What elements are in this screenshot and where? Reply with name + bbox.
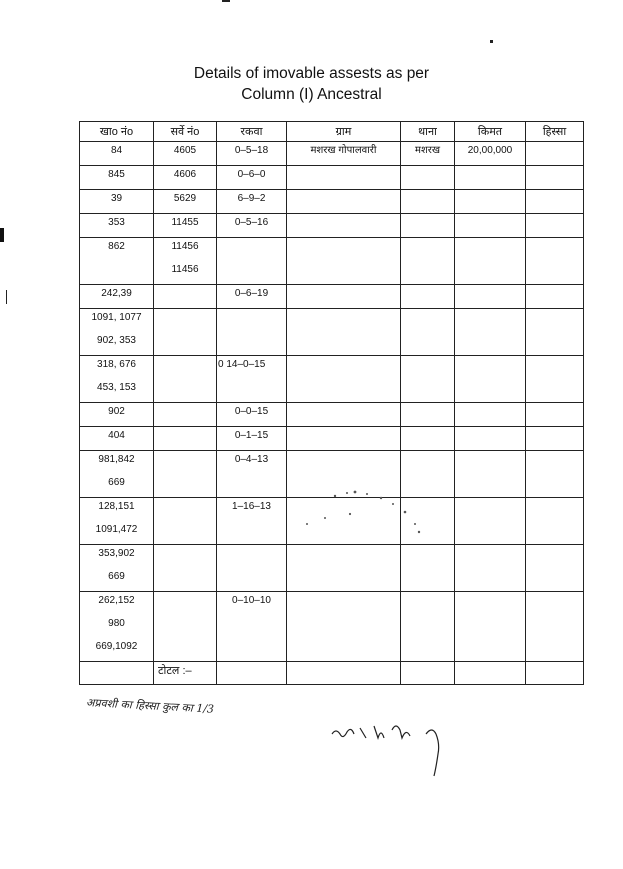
cell-line [287, 568, 400, 591]
cell-line [526, 592, 583, 615]
cell-line [455, 190, 525, 213]
cell-line: 453, 153 [97, 382, 136, 393]
document-title [0, 63, 623, 105]
table-cell [80, 309, 154, 356]
cell-line: 128,151 [98, 501, 135, 512]
table-cell [154, 238, 217, 285]
cell-line: मशरख गोपालवारी [310, 145, 377, 156]
total-cell-5 [401, 662, 455, 685]
table-row [80, 427, 584, 451]
cell-line [154, 356, 216, 379]
cell-line [455, 638, 525, 661]
cell-line: 981,842 [98, 454, 135, 465]
table-cell [217, 285, 287, 309]
table-cell [80, 545, 154, 592]
table-row [80, 592, 584, 662]
cell-line [401, 238, 454, 261]
cell-line [455, 214, 525, 237]
cell-line [401, 568, 454, 591]
cell-line [455, 545, 525, 568]
cell-line [526, 379, 583, 402]
cell-line [526, 451, 583, 474]
cell-line [287, 332, 400, 355]
cell-line [287, 545, 400, 568]
cell-line [401, 190, 454, 213]
table-cell [154, 356, 217, 403]
header-rakba: रकवा [217, 122, 287, 142]
table-cell [455, 592, 526, 662]
table-cell [154, 545, 217, 592]
cell-line [154, 521, 216, 544]
table-cell [217, 190, 287, 214]
table-cell [80, 166, 154, 190]
cell-line: 669 [108, 477, 125, 488]
cell-line: 353 [108, 217, 125, 228]
table-cell [526, 214, 584, 238]
cell-line: 6–9–2 [237, 193, 266, 204]
cell-line [154, 285, 216, 308]
cell-line [526, 568, 583, 591]
cell-line [455, 309, 525, 332]
header-hissa: हिस्सा [526, 122, 584, 142]
cell-line: 84 [110, 145, 123, 156]
table-cell [287, 166, 401, 190]
cell-line [455, 403, 525, 426]
cell-line [401, 615, 454, 638]
cell-line [455, 474, 525, 497]
cell-line [455, 238, 525, 261]
table-cell [154, 166, 217, 190]
cell-line [217, 545, 286, 568]
cell-line [287, 427, 400, 450]
cell-line [217, 238, 286, 261]
cell-line: 902, 353 [97, 335, 136, 346]
cell-line [287, 356, 400, 379]
cell-line: 39 [110, 193, 123, 204]
table-cell [526, 403, 584, 427]
cell-line: 0–5–16 [234, 217, 269, 228]
header-gram: ग्राम [287, 122, 401, 142]
table-cell [217, 451, 287, 498]
cell-line [154, 427, 216, 450]
table-cell [80, 214, 154, 238]
table-cell [80, 403, 154, 427]
table-cell [217, 166, 287, 190]
table-cell [217, 214, 287, 238]
cell-line [401, 379, 454, 402]
cell-line [217, 474, 286, 497]
total-empty-cell [80, 662, 154, 685]
table-row [80, 356, 584, 403]
cell-line [401, 592, 454, 615]
cell-line [287, 403, 400, 426]
cell-line [154, 474, 216, 497]
table-cell [455, 309, 526, 356]
scan-speck [222, 0, 230, 2]
cell-line [154, 545, 216, 568]
table-cell [455, 427, 526, 451]
table-cell [526, 238, 584, 285]
table-cell [287, 214, 401, 238]
cell-line [526, 545, 583, 568]
table-cell [217, 356, 287, 403]
total-row [80, 662, 584, 685]
table-cell [401, 142, 455, 166]
table-cell [287, 403, 401, 427]
faint-stamp [295, 488, 435, 548]
cell-line: 11455 [171, 217, 199, 228]
table-cell [455, 498, 526, 545]
table-cell [154, 427, 217, 451]
cell-line: 5629 [173, 193, 197, 204]
cell-line: मशरख [414, 145, 441, 156]
cell-line: 0–6–0 [237, 169, 266, 180]
cell-line [526, 166, 583, 189]
cell-line [401, 451, 454, 474]
table-cell [80, 498, 154, 545]
cell-line [401, 403, 454, 426]
table-cell [455, 214, 526, 238]
cell-line: 845 [108, 169, 125, 180]
cell-line: 1–16–13 [232, 501, 271, 512]
table-row [80, 403, 584, 427]
cell-line [526, 142, 583, 165]
table-cell [526, 498, 584, 545]
table-body [80, 142, 584, 662]
table-cell [217, 427, 287, 451]
cell-line: 0–0–15 [234, 406, 269, 417]
cell-line [526, 498, 583, 521]
table-cell [80, 427, 154, 451]
scan-speck [6, 290, 7, 304]
cell-line [526, 474, 583, 497]
table-row [80, 545, 584, 592]
cell-line [217, 638, 286, 661]
cell-line: 1091, 1077 [91, 312, 142, 323]
cell-line [401, 214, 454, 237]
table-row [80, 285, 584, 309]
cell-line [217, 261, 286, 284]
cell-line [455, 427, 525, 450]
cell-line [287, 592, 400, 615]
cell-line [401, 356, 454, 379]
header-thana: थाना [401, 122, 455, 142]
table-cell [401, 166, 455, 190]
cell-line [401, 261, 454, 284]
total-cell-7 [526, 662, 584, 685]
cell-line [455, 568, 525, 591]
table-cell [455, 403, 526, 427]
table-cell [401, 545, 455, 592]
table-cell [455, 238, 526, 285]
table-cell [154, 190, 217, 214]
cell-line [455, 356, 525, 379]
table-cell [80, 190, 154, 214]
table-row [80, 190, 584, 214]
cell-line [455, 592, 525, 615]
total-cell-6 [455, 662, 526, 685]
table-row [80, 214, 584, 238]
cell-line [154, 403, 216, 426]
cell-line [287, 166, 400, 189]
cell-line [154, 309, 216, 332]
cell-line: 4606 [173, 169, 197, 180]
cell-line [526, 356, 583, 379]
table-cell [80, 142, 154, 166]
cell-line: 262,152 [98, 595, 135, 606]
table-cell [287, 142, 401, 166]
title-line-1: Details of imovable assests as per [193, 65, 430, 82]
table-cell [401, 427, 455, 451]
cell-line [287, 261, 400, 284]
table-cell [455, 166, 526, 190]
cell-line [287, 451, 400, 474]
cell-line [455, 615, 525, 638]
table-cell [154, 451, 217, 498]
cell-line [287, 379, 400, 402]
table-cell [80, 592, 154, 662]
table-cell [526, 427, 584, 451]
cell-line [287, 309, 400, 332]
total-cell-4 [287, 662, 401, 685]
cell-line [455, 498, 525, 521]
cell-line: 242,39 [101, 288, 132, 299]
cell-line [154, 379, 216, 402]
cell-line: 353,902 [98, 548, 135, 559]
cell-line [287, 615, 400, 638]
cell-line: 11456 [171, 241, 199, 252]
cell-line [526, 521, 583, 544]
table-cell [154, 309, 217, 356]
cell-line: 0–10–10 [232, 595, 271, 606]
table-cell [154, 142, 217, 166]
title-line-2: Column (I) Ancestral [241, 86, 382, 103]
cell-line [455, 451, 525, 474]
table-cell [455, 356, 526, 403]
table-cell [217, 592, 287, 662]
cell-line [154, 615, 216, 638]
cell-line: 0–1–15 [234, 430, 269, 441]
cell-line: 318, 676 [97, 359, 136, 370]
cell-line: 0–5–18 [234, 145, 269, 156]
table-row [80, 238, 584, 285]
cell-line: 0–6–19 [234, 288, 269, 299]
cell-line [154, 332, 216, 355]
table-cell [401, 356, 455, 403]
table-cell [287, 545, 401, 592]
total-label: टोटल :– [158, 665, 192, 677]
table-row [80, 309, 584, 356]
cell-line: 902 [108, 406, 125, 417]
table-cell [455, 545, 526, 592]
cell-line [526, 403, 583, 426]
table-cell [287, 592, 401, 662]
table-cell [217, 545, 287, 592]
table-cell [526, 142, 584, 166]
cell-line [401, 638, 454, 661]
header-survey-no: सर्वे नंo [154, 122, 217, 142]
cell-line: 1091,472 [95, 524, 138, 535]
cell-line [287, 238, 400, 261]
table-cell [455, 285, 526, 309]
table-cell [217, 498, 287, 545]
cell-line [526, 238, 583, 261]
table-row [80, 166, 584, 190]
header-khata-no: खाo नंo [80, 122, 154, 142]
table-cell [80, 285, 154, 309]
table-cell [526, 356, 584, 403]
table-cell [455, 142, 526, 166]
cell-line: 862 [108, 241, 125, 252]
cell-line [526, 638, 583, 661]
table-cell [526, 545, 584, 592]
cell-line [287, 285, 400, 308]
table-cell [217, 309, 287, 356]
cell-line: 11456 [171, 264, 199, 275]
table-cell [526, 190, 584, 214]
table-cell [217, 403, 287, 427]
cell-line: 4605 [173, 145, 197, 156]
table-cell [401, 592, 455, 662]
cell-line [287, 190, 400, 213]
cell-line [217, 379, 286, 402]
table-cell [455, 451, 526, 498]
total-label-cell [154, 662, 217, 685]
table-cell [401, 309, 455, 356]
header-kimat: किमत [455, 122, 526, 142]
table-cell [401, 214, 455, 238]
cell-line [287, 638, 400, 661]
cell-line [401, 309, 454, 332]
cell-line: 0 14–0–15 [218, 359, 266, 370]
cell-line: 980 [108, 618, 125, 629]
cell-line [526, 427, 583, 450]
cell-line: 669,1092 [95, 641, 138, 652]
cell-line [401, 166, 454, 189]
cell-line [154, 638, 216, 661]
table-cell [526, 451, 584, 498]
table-cell [154, 403, 217, 427]
table-cell [526, 592, 584, 662]
total-cell-3 [217, 662, 287, 685]
scan-speck [490, 40, 493, 43]
cell-line [455, 285, 525, 308]
cell-line [401, 427, 454, 450]
cell-line [526, 309, 583, 332]
cell-line [154, 568, 216, 591]
cell-line [526, 261, 583, 284]
table-cell [287, 356, 401, 403]
table-cell [80, 356, 154, 403]
cell-line [526, 615, 583, 638]
table-cell [287, 427, 401, 451]
table-cell [217, 238, 287, 285]
cell-line [154, 451, 216, 474]
table-cell [154, 214, 217, 238]
table-cell [287, 238, 401, 285]
cell-line [401, 545, 454, 568]
table-cell [401, 238, 455, 285]
table-cell [287, 309, 401, 356]
cell-line [526, 214, 583, 237]
cell-line [154, 592, 216, 615]
handwritten-note: अप्रवशी का हिस्सा कुल का 1/3 [85, 696, 215, 716]
cell-line [287, 214, 400, 237]
table-cell [217, 142, 287, 166]
cell-line: 669 [108, 571, 125, 582]
cell-line [455, 521, 525, 544]
cell-line [154, 498, 216, 521]
scan-edge-mark [0, 228, 4, 242]
cell-line [80, 261, 153, 284]
cell-line [455, 332, 525, 355]
table-cell [154, 285, 217, 309]
cell-line [401, 285, 454, 308]
table-cell [455, 190, 526, 214]
table-cell [154, 592, 217, 662]
cell-line: 20,00,000 [467, 145, 513, 156]
table-cell [526, 166, 584, 190]
cell-line [401, 332, 454, 355]
table-cell [287, 190, 401, 214]
cell-line [455, 379, 525, 402]
cell-line [455, 166, 525, 189]
table-cell [80, 238, 154, 285]
cell-line [217, 615, 286, 638]
cell-line [526, 190, 583, 213]
cell-line [217, 521, 286, 544]
table-header-row [80, 122, 584, 142]
cell-line [217, 332, 286, 355]
cell-line [526, 332, 583, 355]
cell-line [455, 261, 525, 284]
cell-line: 0–4–13 [234, 454, 269, 465]
table-cell [526, 285, 584, 309]
cell-line: 404 [108, 430, 125, 441]
cell-line [217, 568, 286, 591]
table-cell [401, 403, 455, 427]
table-cell [401, 190, 455, 214]
table-cell [526, 309, 584, 356]
cell-line [217, 309, 286, 332]
table-cell [80, 451, 154, 498]
table-cell [287, 285, 401, 309]
table-row [80, 142, 584, 166]
signature-mark [330, 720, 480, 785]
table-cell [154, 498, 217, 545]
cell-line [526, 285, 583, 308]
table-cell [401, 285, 455, 309]
assets-table [79, 121, 584, 685]
